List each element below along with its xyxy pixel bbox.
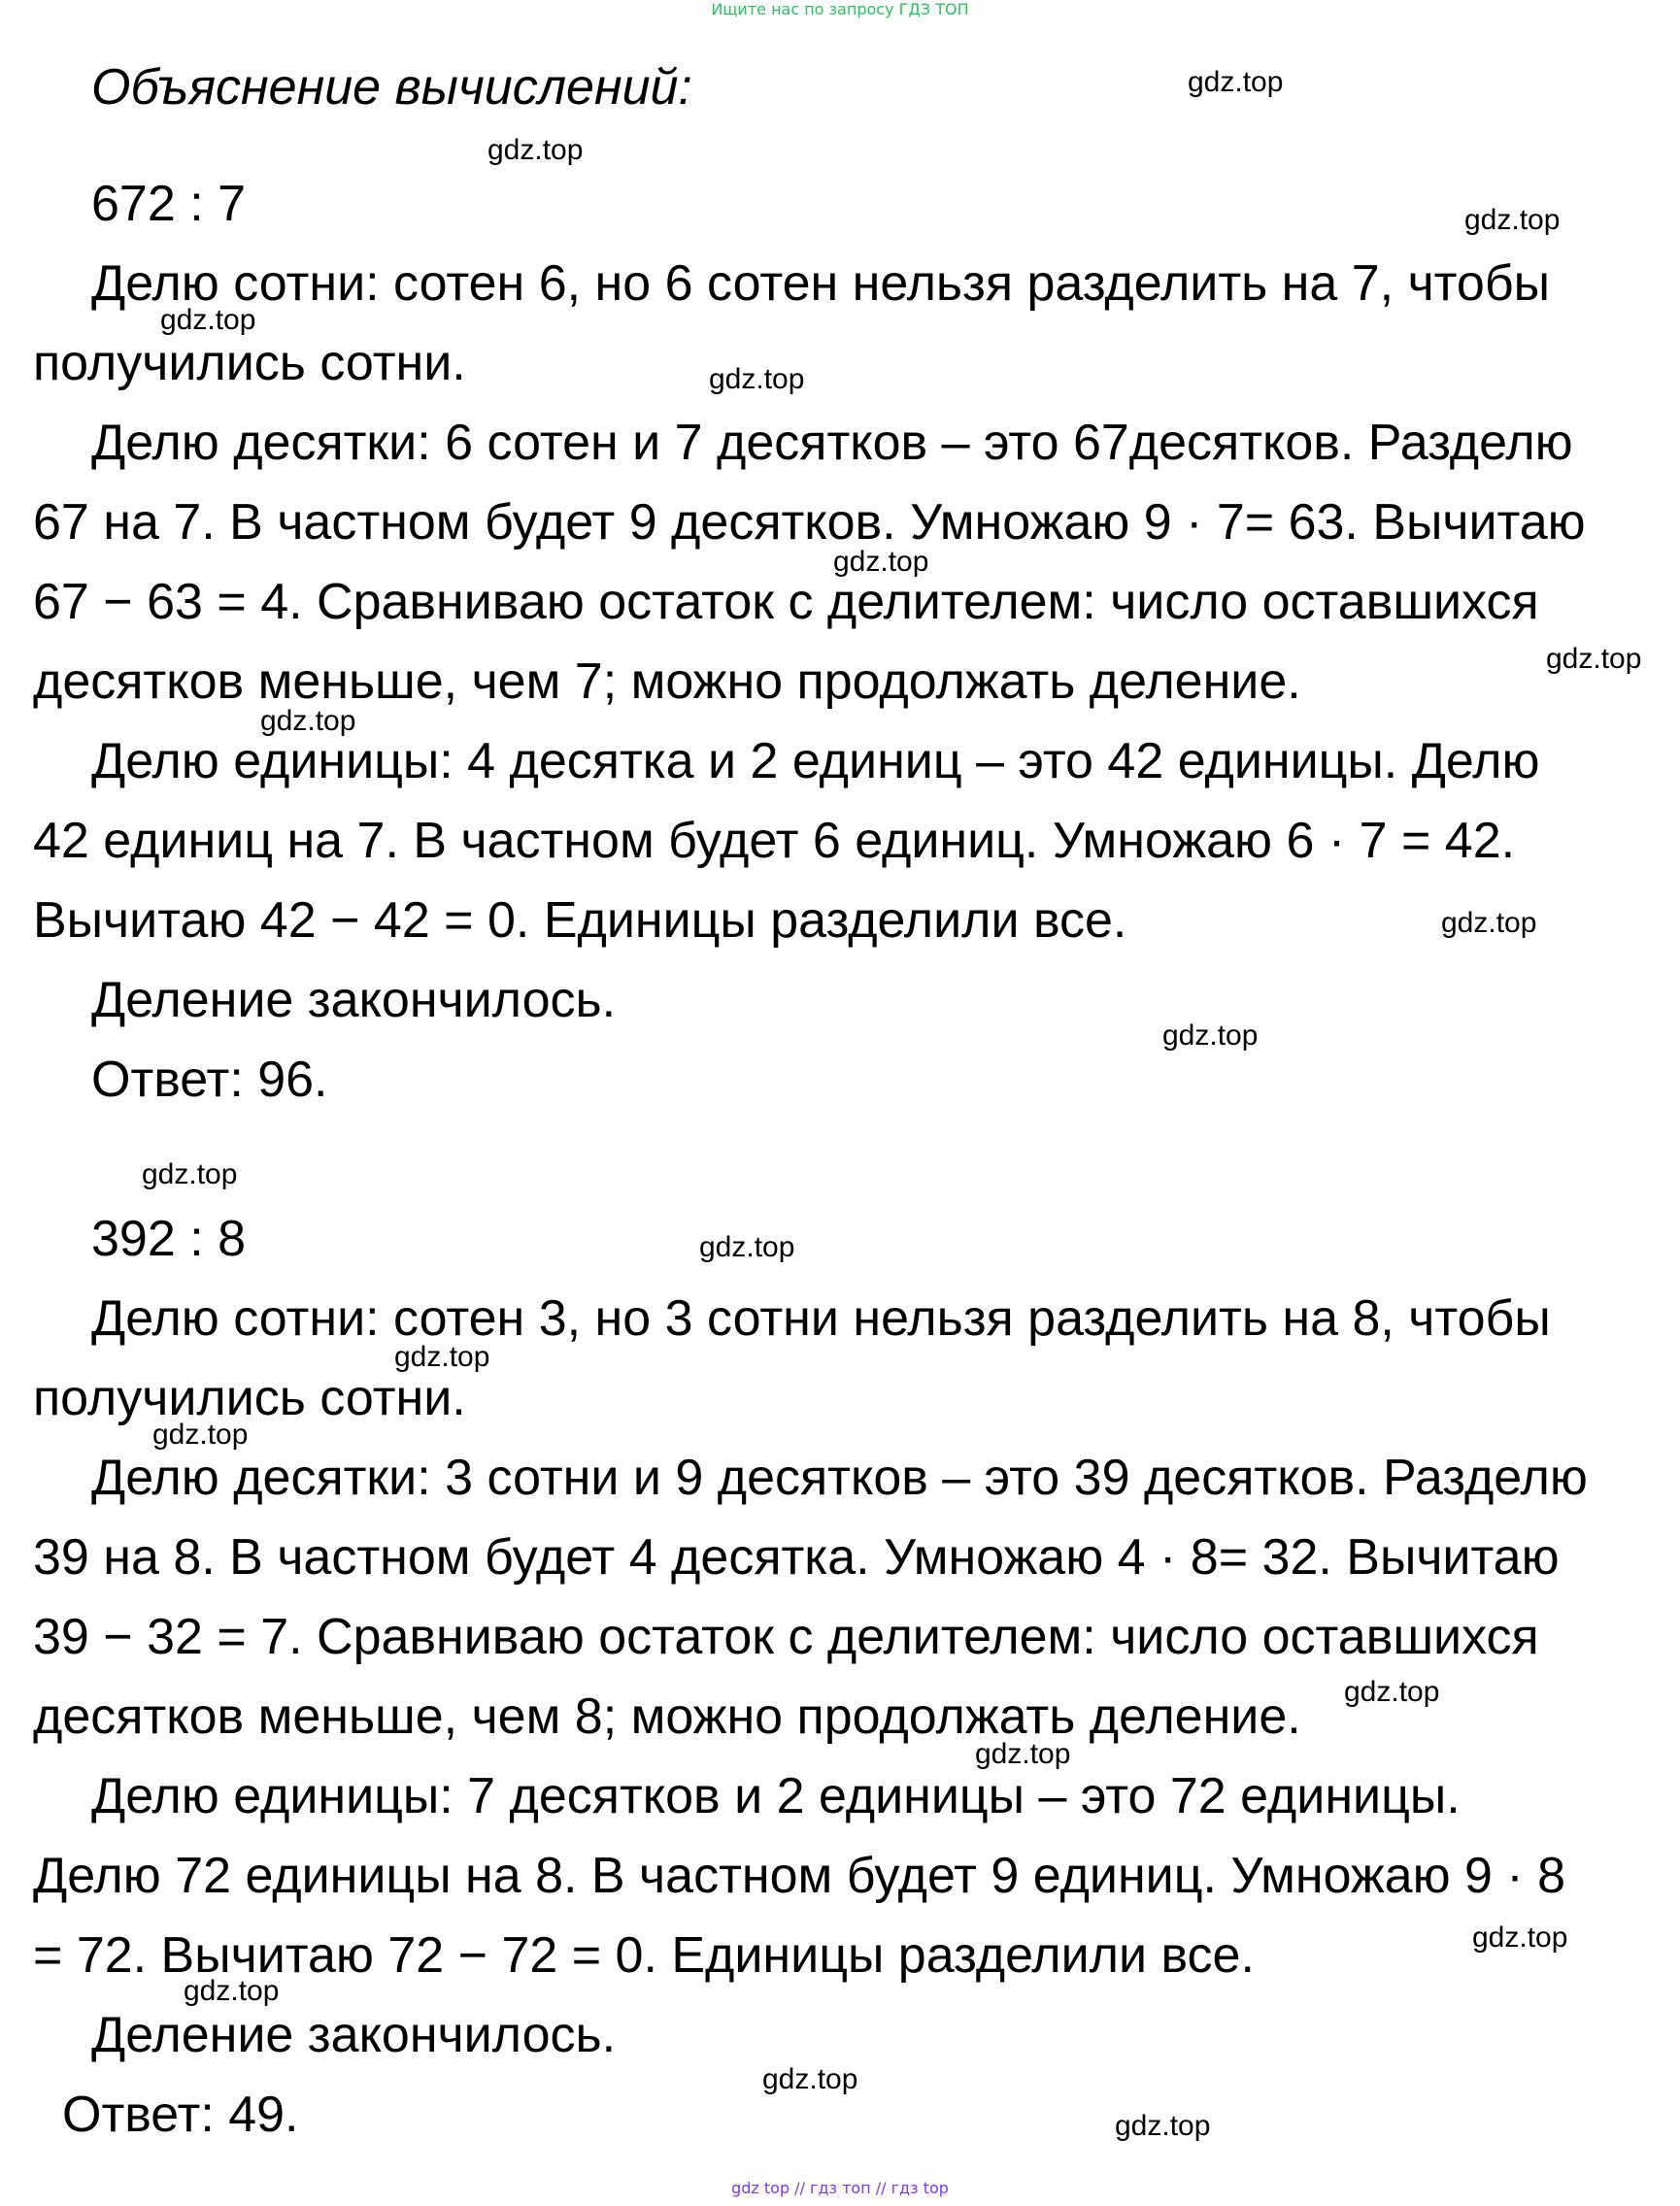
watermark: gdz.top [1472, 1922, 1568, 1954]
task2-line: получились сотни. [33, 1370, 466, 1426]
task1-line: 42 единиц на 7. В частном будет 6 единиц. Умножаю 6 · 7 = 42. [33, 813, 1516, 869]
task2-expression: 392 : 8 [91, 1211, 247, 1267]
top-banner: Ищите нас по запросу ГДЗ ТОП [711, 0, 969, 18]
task1-line: Деление закончилось. [91, 972, 617, 1028]
task2-line: 39 на 8. В частном будет 4 десятка. Умножаю 4 · 8= 32. Вычитаю [33, 1529, 1560, 1586]
task1-line: десятков меньше, чем 7; можно продолжать деление. [33, 653, 1301, 710]
task1-line: Делю десятки: 6 сотен и 7 десятков – это 67десятков. Разделю [91, 415, 1573, 471]
task2-line: Делю сотни: сотен 3, но 3 сотни нельзя разделить на 8, чтобы [91, 1290, 1551, 1347]
task1-line: 67 − 63 = 4. Сравниваю остаток с делителем: число оставшихся [33, 574, 1539, 630]
task1-line: Делю единицы: 4 десятка и 2 единиц – это 42 единицы. Делю [91, 733, 1540, 789]
task2-line: Делю единицы: 7 десятков и 2 единицы – это 72 единицы. [91, 1768, 1461, 1824]
task1-line: получились сотни. [33, 335, 466, 391]
task2-answer: Ответ: 49. [62, 2087, 299, 2143]
watermark: gdz.top [160, 304, 256, 336]
watermark: gdz.top [1188, 66, 1284, 98]
bottom-banner: gdz top // гдз топ // гдз top [731, 2179, 949, 2197]
watermark: gdz.top [142, 1158, 238, 1190]
task2-line: Деление закончилось. [91, 2007, 617, 2063]
task1-expression: 672 : 7 [91, 176, 247, 232]
task1-line: 67 на 7. В частном будет 9 десятков. Умножаю 9 · 7= 63. Вычитаю [33, 494, 1586, 551]
watermark: gdz.top [1441, 907, 1537, 939]
watermark: gdz.top [1546, 643, 1642, 675]
watermark: gdz.top [152, 1419, 249, 1451]
watermark: gdz.top [833, 546, 929, 578]
watermark: gdz.top [487, 134, 584, 166]
watermark: gdz.top [1344, 1676, 1440, 1708]
watermark: gdz.top [1464, 204, 1561, 236]
task2-line: 39 − 32 = 7. Сравниваю остаток с делителем: число оставшихся [33, 1609, 1539, 1665]
watermark: gdz.top [709, 363, 805, 395]
task2-line: = 72. Вычитаю 72 − 72 = 0. Единицы разделили все. [33, 1927, 1255, 1984]
watermark: gdz.top [699, 1231, 795, 1263]
task1-line: Вычитаю 42 − 42 = 0. Единицы разделили все. [33, 892, 1127, 949]
watermark: gdz.top [260, 705, 356, 737]
watermark: gdz.top [394, 1341, 490, 1373]
task1-line: Делю сотни: сотен 6, но 6 сотен нельзя разделить на 7, чтобы [91, 255, 1550, 312]
task2-line: десятков меньше, чем 8; можно продолжать деление. [33, 1688, 1301, 1745]
task2-line: Делю десятки: 3 сотни и 9 десятков – это 39 десятков. Разделю [91, 1450, 1588, 1506]
page-heading: Объяснение вычислений: [91, 59, 692, 116]
watermark: gdz.top [975, 1738, 1071, 1770]
watermark: gdz.top [1115, 2110, 1211, 2142]
task1-answer: Ответ: 96. [91, 1052, 328, 1108]
watermark: gdz.top [184, 1975, 280, 2007]
task2-line: Делю 72 единицы на 8. В частном будет 9 единиц. Умножаю 9 · 8 [33, 1848, 1566, 1904]
watermark: gdz.top [1162, 1019, 1259, 1052]
watermark: gdz.top [762, 2063, 858, 2095]
